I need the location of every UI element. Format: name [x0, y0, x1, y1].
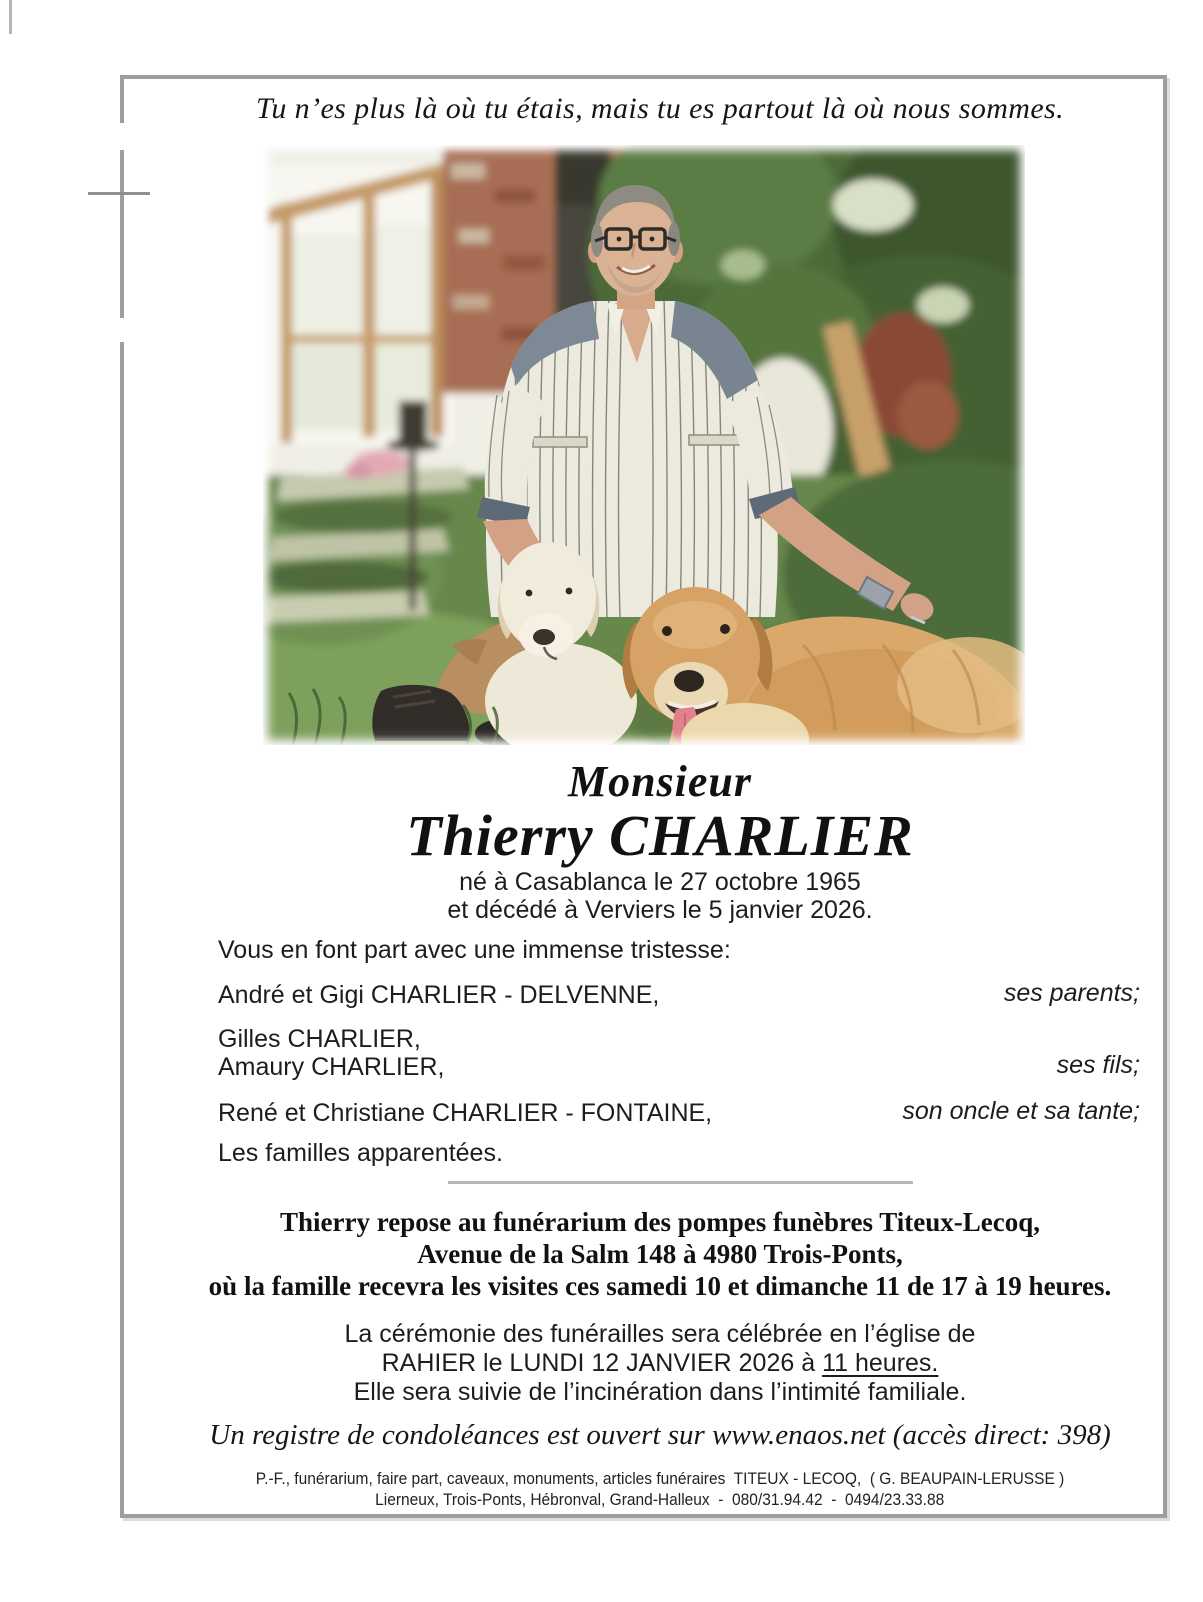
section-divider [448, 1181, 913, 1184]
cross-icon [88, 192, 150, 195]
family-name-line: André et Gigi CHARLIER - DELVENNE, [218, 981, 660, 1009]
family-name-line: Les familles apparentées. [218, 1139, 503, 1167]
footer-line: Lierneux, Trois-Ponts, Hébronval, Grand-Halleux - 080/31.94.42 - 0494/23.33.88 [375, 1491, 945, 1509]
memorial-photo-illustration [263, 145, 1025, 745]
footer-line: P.-F., funérarium, faire part, caveaux, monuments, articles funéraires TITEUX - LECOQ, ( G. BEAUPAIN-LERUSSE ) [255, 1470, 1065, 1488]
funeral-home-footer [160, 1469, 1160, 1511]
death-line: et décédé à Verviers le 5 janvier 2026. [447, 896, 873, 924]
deceased-title: Monsieur [567, 757, 753, 806]
condolence-register-line: Un registre de condoléances est ouvert sur www.enaos.net (accès direct: 398) [209, 1419, 1111, 1451]
wake-info [160, 1206, 1160, 1302]
family-names [218, 1025, 444, 1081]
scan-artifact-line [9, 0, 12, 34]
family-group-sons [218, 1025, 1140, 1081]
family-group-parents [218, 979, 1140, 1009]
border-gap-bottom [118, 318, 127, 342]
memorial-quote: Tu n’es plus là où tu étais, mais tu es partout là où nous sommes. [255, 92, 1065, 125]
wake-line: Thierry repose au funérarium des pompes funèbres Titeux-Lecoq, [279, 1207, 1040, 1237]
family-group-related [218, 1139, 1140, 1167]
family-relation: ses fils; [1056, 1051, 1140, 1079]
ceremony-time-underlined: 11 heures. [822, 1349, 939, 1377]
family-name-line: Gilles CHARLIER, [218, 1025, 421, 1053]
wake-line: Avenue de la Salm 148 à 4980 Trois-Ponts, [417, 1239, 903, 1269]
ceremony-info [160, 1320, 1160, 1407]
ceremony-line: La cérémonie des funérailles sera célébrée en l’église de [344, 1320, 976, 1348]
border-gap-top [118, 123, 127, 150]
birth-line: né à Casablanca le 27 octobre 1965 [459, 868, 861, 896]
ceremony-line: Elle sera suivie de l’incinération dans l’intimité familiale. [353, 1378, 967, 1406]
family-relation: ses parents; [1003, 979, 1140, 1007]
ceremony-date: RAHIER le LUNDI 12 JANVIER 2026 à [381, 1349, 823, 1377]
family-relation: son oncle et sa tante; [902, 1097, 1140, 1125]
family-name-line: René et Christiane CHARLIER - FONTAINE, [218, 1099, 713, 1127]
family-group-uncle-aunt [218, 1097, 1140, 1127]
deceased-name: Thierry CHARLIER [406, 803, 914, 868]
family-names [218, 1099, 712, 1127]
announcement-intro: Vous en font part avec une immense tristesse: [218, 936, 731, 964]
family-names [218, 1139, 503, 1167]
family-names [218, 981, 659, 1009]
wake-line: où la famille recevra les visites ces samedi 10 et dimanche 11 de 17 à 19 heures. [208, 1271, 1112, 1301]
family-name-line: Amaury CHARLIER, [218, 1053, 445, 1081]
ceremony-line [160, 1349, 1160, 1378]
memorial-photo [263, 145, 1025, 745]
